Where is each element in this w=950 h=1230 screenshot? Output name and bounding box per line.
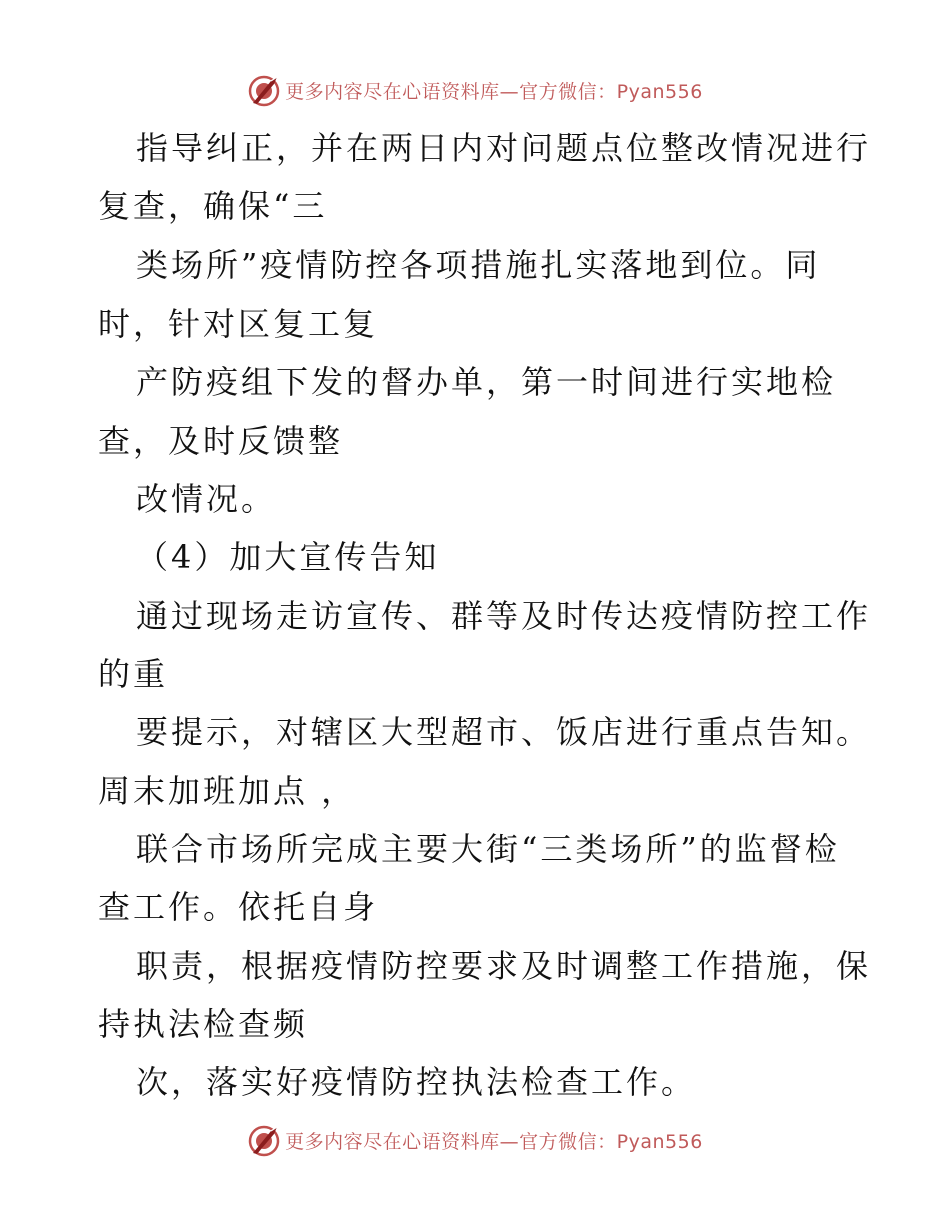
quill-logo-icon — [247, 73, 281, 107]
body-line: 类场所”疫情防控各项措施扎实落地到位。同 — [136, 246, 821, 284]
body-line: 复查，确保“三 — [98, 187, 328, 225]
body-line: 指导纠正，并在两日内对问题点位整改情况进行 — [136, 129, 872, 167]
body-line: 持执法检查频 — [98, 1005, 309, 1043]
body-line: 通过现场走访宣传、群等及时传达疫情防控工作 — [136, 597, 872, 635]
body-line: 要提示，对辖区大型超市、饭店进行重点告知。 — [136, 713, 872, 751]
body-line: 联合市场所完成主要大街“三类场所”的监督检 — [136, 830, 840, 868]
footer-watermark-banner — [0, 1120, 950, 1160]
footer-watermark — [247, 1123, 703, 1157]
header-watermark-text: 更多内容尽在心语资料库—官方微信：Pyan556 — [285, 80, 703, 103]
body-line: 查，及时反馈整 — [98, 422, 344, 460]
body-line: 时，针对区复工复 — [98, 305, 379, 343]
header-watermark-banner — [0, 70, 950, 110]
body-line: 职责，根据疫情防控要求及时调整工作措施，保 — [136, 947, 872, 985]
body-line: 查工作。依托自身 — [98, 888, 379, 926]
body-line: 产防疫组下发的督办单，第一时间进行实地检 — [136, 363, 837, 401]
header-watermark — [247, 73, 703, 107]
body-line: 改情况。 — [136, 480, 277, 518]
footer-watermark-text: 更多内容尽在心语资料库—官方微信：Pyan556 — [285, 1130, 703, 1153]
body-line: 周末加班加点 ， — [98, 772, 357, 810]
body-line: 的重 — [98, 655, 169, 693]
section-heading: （4）加大宣传告知 — [136, 538, 440, 576]
body-line: 次，落实好疫情防控执法检查工作。 — [136, 1063, 697, 1101]
quill-logo-icon — [247, 1123, 281, 1157]
